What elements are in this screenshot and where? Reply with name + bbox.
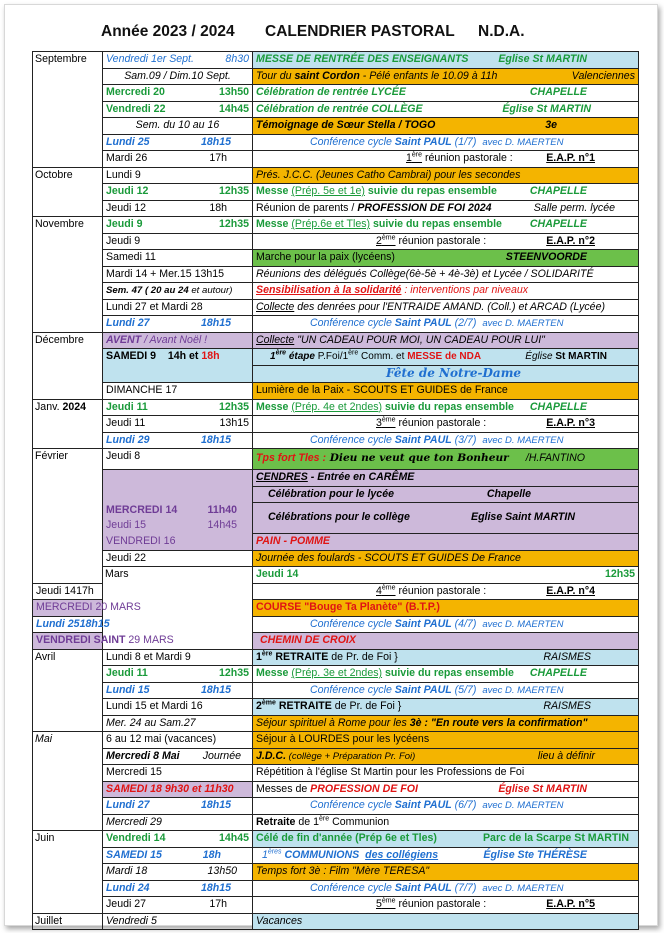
date-cell: Mardi 18 bbox=[106, 865, 148, 877]
place-cell: Salle perm. lycée bbox=[533, 201, 615, 214]
date-cell: VENDREDI 16 bbox=[106, 534, 176, 547]
date-cell: Vendredi 14 bbox=[106, 832, 166, 844]
date-cell: Mardi 14 + Mer.15 13h15 bbox=[106, 267, 225, 280]
date-cell: Sem. 47 ( 20 au 24 et autour) bbox=[106, 285, 233, 296]
table-row bbox=[33, 765, 639, 782]
table-row bbox=[33, 217, 639, 234]
table-row bbox=[33, 432, 639, 449]
time-cell: 13h50 bbox=[207, 865, 237, 877]
date-cell: SAMEDI 15 bbox=[106, 848, 162, 861]
month-april: Avril bbox=[33, 649, 103, 732]
date-cell: Vendredi 22 bbox=[106, 102, 166, 115]
place-cell: lieu à définir bbox=[537, 749, 595, 762]
event-cell: 1ère réunion pastorale : bbox=[406, 151, 513, 164]
time-cell: 13h15 bbox=[219, 417, 249, 429]
place-cell: Parc de la Scarpe St MARTIN bbox=[482, 832, 629, 844]
date-cell: SAMEDI 9 14h et 18h bbox=[106, 350, 220, 362]
calendar-table bbox=[32, 51, 639, 930]
eap-label: E.A.P. n°4 bbox=[546, 584, 595, 597]
date-cell: Sem. du 10 au 16 bbox=[135, 119, 220, 131]
table-row bbox=[33, 831, 639, 848]
time-cell: 12h35 bbox=[218, 667, 249, 679]
month-february: Février bbox=[33, 449, 103, 584]
date-cell: Jeudi 11 bbox=[106, 400, 148, 413]
time-cell: 18h15 bbox=[200, 881, 231, 894]
date-cell: Lundi 15 bbox=[106, 683, 150, 696]
date-cell: Lundi 25 bbox=[36, 617, 80, 630]
event-cell: 2ème RETRAITE de Pr. de Foi } bbox=[256, 699, 402, 712]
table-row bbox=[33, 748, 639, 765]
date-cell: Jeudi 9 bbox=[106, 218, 143, 230]
table-row bbox=[33, 399, 639, 416]
month-june: Juin bbox=[33, 831, 103, 914]
event-cell: 4ème réunion pastorale : bbox=[376, 583, 487, 597]
table-row bbox=[33, 798, 639, 815]
time-cell: 17h bbox=[209, 898, 227, 910]
time-cell: 14h45 bbox=[218, 832, 249, 844]
table-row bbox=[33, 283, 639, 300]
table-row bbox=[33, 864, 639, 881]
event-cell: Conférence cycle Saint PAUL (2/7) avec D. MAERTEN bbox=[310, 317, 564, 329]
table-row bbox=[33, 416, 639, 433]
place-cell: RAISMES bbox=[543, 650, 591, 663]
table-row bbox=[33, 847, 639, 864]
date-cell: Vendredi 5 bbox=[106, 914, 157, 927]
event-cell: Marche pour la paix (lycéens) bbox=[256, 251, 395, 263]
date-cell: Lundi 29 bbox=[106, 433, 150, 446]
event-cell: 3ème réunion pastorale : bbox=[376, 416, 487, 429]
table-row bbox=[33, 332, 639, 349]
event-cell: Témoignage de Sœur Stella / TOGO bbox=[256, 119, 436, 131]
calendar-sheet bbox=[4, 4, 658, 926]
place-cell: Eglise St MARTIN bbox=[498, 53, 587, 65]
month-may: Mai bbox=[33, 732, 103, 831]
date-cell: Mercredi 20 bbox=[106, 86, 165, 98]
date-cell: Jeudi 11 bbox=[106, 417, 146, 429]
month-october: Octobre bbox=[33, 167, 103, 217]
date-cell: 6 au 12 mai (vacances) bbox=[106, 733, 217, 745]
table-row bbox=[33, 715, 639, 732]
event-cell: J.D.C. (collège + Préparation Pr. Foi) bbox=[256, 749, 416, 762]
table-row bbox=[33, 814, 639, 831]
event-cell: Conférence cycle Saint PAUL (4/7) avec D. MAERTEN bbox=[310, 617, 564, 630]
place-cell: Chapelle bbox=[486, 487, 531, 500]
month-september: Septembre bbox=[33, 52, 103, 168]
time-cell: 14h45 bbox=[218, 102, 249, 115]
place-cell: Église St MARTIN bbox=[498, 782, 587, 795]
table-row bbox=[33, 880, 639, 897]
event-cell: Retraite de 1ère Communion bbox=[256, 814, 390, 828]
date-cell: Jeudi 27 bbox=[106, 898, 147, 910]
time-cell: 13h50 bbox=[218, 86, 249, 98]
table-row bbox=[33, 913, 639, 930]
time-cell: 17h bbox=[209, 152, 227, 164]
time-cell: 17h bbox=[76, 584, 94, 597]
place-cell: CHAPELLE bbox=[529, 185, 587, 197]
date-cell: Jeudi 12 bbox=[106, 185, 149, 197]
date-cell: Mardi 26 bbox=[106, 152, 148, 164]
event-cell: Journée des foulards - SCOUTS ET GUIDES De France bbox=[256, 551, 521, 564]
place-cell: Église Ste THÉRÈSE bbox=[483, 848, 587, 861]
event-cell: Conférence cycle Saint PAUL (3/7) avec D. MAERTEN bbox=[310, 433, 564, 446]
eap-label: E.A.P. n°1 bbox=[546, 152, 595, 164]
month-december: Décembre bbox=[33, 332, 103, 399]
date-cell: VENDREDI SAINT 29 MARS bbox=[36, 634, 174, 646]
event-cell: 5ème réunion pastorale : bbox=[376, 897, 487, 910]
place-cell: /H.FANTINO bbox=[525, 452, 585, 465]
table-row bbox=[33, 732, 639, 749]
event-cell: Séjour à LOURDES pour les lycéens bbox=[256, 733, 430, 745]
table-row bbox=[33, 250, 639, 267]
eap-label: E.A.P. n°5 bbox=[546, 898, 595, 910]
time-cell: 18h15 bbox=[200, 683, 231, 696]
time-cell: 18h15 bbox=[200, 433, 231, 446]
event-cell: Séjour spirituel à Rome pour les 3è : "En route vers la confirmation" bbox=[256, 716, 588, 729]
time-cell: 14h45 bbox=[207, 519, 237, 531]
table-row bbox=[33, 534, 639, 551]
month-november: Novembre bbox=[33, 217, 103, 333]
eap-label: E.A.P. n°2 bbox=[546, 234, 595, 247]
time-cell: 12h35 bbox=[604, 568, 635, 580]
table-row bbox=[33, 449, 639, 470]
place-cell: 3e bbox=[545, 119, 557, 131]
event-cell: Réunions des délégués Collège(6è-5è + 4è-3è) et Lycée / SOLIDARITÉ bbox=[256, 267, 594, 280]
table-row bbox=[33, 897, 639, 914]
time-cell: 12h35 bbox=[218, 185, 249, 197]
table-row bbox=[33, 349, 639, 366]
time-cell: 12h35 bbox=[218, 218, 249, 230]
date-cell: Sam.09 / Dim.10 Sept. bbox=[124, 69, 231, 82]
date-cell: Jeudi 12 bbox=[106, 201, 147, 214]
date-cell: Lundi 27 bbox=[106, 799, 150, 811]
table-row bbox=[33, 184, 639, 201]
date-cell: Mer. 24 au Sam.27 bbox=[106, 716, 196, 729]
table-row bbox=[33, 233, 639, 250]
event-cell: Prés. J.C.C. (Jeunes Catho Cambrai) pour les secondes bbox=[256, 168, 521, 181]
event-cell: Conférence cycle Saint PAUL (6/7) avec D. MAERTEN bbox=[310, 799, 564, 811]
table-row bbox=[33, 316, 639, 333]
event-cell: Fête de Notre-Dame bbox=[386, 365, 522, 380]
place-cell: Valenciennes bbox=[571, 69, 635, 82]
place-cell: CHAPELLE bbox=[529, 86, 587, 98]
date-cell: Jeudi 11 bbox=[106, 667, 148, 679]
event-cell: Messes de PROFESSION DE FOI bbox=[256, 782, 418, 795]
table-row bbox=[33, 682, 639, 699]
table-row bbox=[33, 616, 639, 633]
date-cell: Jeudi 14 bbox=[36, 584, 77, 597]
date-cell: DIMANCHE 17 bbox=[106, 384, 178, 396]
table-row bbox=[33, 503, 639, 534]
table-row bbox=[33, 52, 639, 69]
table-row bbox=[33, 470, 639, 487]
date-cell: Lundi 25 bbox=[106, 135, 150, 148]
table-row bbox=[33, 383, 639, 400]
event-cell: 1ère étape P.Foi/1ère Comm. et MESSE de NDA bbox=[270, 349, 482, 362]
event-cell: 1ère RETRAITE de Pr. de Foi } bbox=[256, 649, 398, 663]
calendar-title: CALENDRIER PASTORAL bbox=[265, 23, 455, 40]
date-cell: Jeudi 22 bbox=[106, 551, 147, 564]
date-cell: Vendredi 1er Sept. bbox=[106, 53, 194, 65]
event-cell: PAIN - POMME bbox=[256, 535, 330, 547]
place-cell: Église St MARTIN bbox=[502, 102, 591, 115]
date-cell: Mercredi 29 bbox=[106, 815, 162, 828]
place-cell: CHAPELLE bbox=[529, 667, 587, 679]
event-cell: Vacances bbox=[256, 914, 303, 927]
time-cell: 18h15 bbox=[200, 135, 231, 148]
event-cell: CENDRES - Entrée en CARÊME bbox=[256, 471, 415, 483]
place-cell: STEENVOORDE bbox=[505, 251, 587, 263]
table-row bbox=[33, 134, 639, 151]
date-cell: MERCREDI 20 MARS bbox=[36, 601, 141, 613]
event-cell: Messe (Prép.6e et Tles) suivie du repas ensemble bbox=[256, 218, 502, 230]
table-row bbox=[33, 266, 639, 283]
year-title: Année 2023 / 2024 bbox=[101, 23, 235, 40]
month-march: Mars bbox=[103, 567, 253, 650]
time-cell: Journée bbox=[202, 749, 241, 762]
event-cell: Célébration de rentrée COLLÈGE bbox=[256, 102, 423, 115]
table-row bbox=[33, 781, 639, 798]
table-row bbox=[33, 118, 639, 135]
table-row bbox=[33, 167, 639, 184]
event-cell: 2ème réunion pastorale : bbox=[376, 233, 487, 247]
date-cell: Jeudi 14 bbox=[256, 568, 299, 580]
date-cell: Lundi 15 et Mardi 16 bbox=[106, 700, 203, 712]
table-row bbox=[33, 567, 639, 584]
eap-label: E.A.P. n°3 bbox=[546, 417, 595, 429]
date-cell: Lundi 27 et Mardi 28 bbox=[106, 300, 203, 313]
event-cell: Collecte "UN CADEAU POUR MOI, UN CADEAU POUR LUI" bbox=[256, 333, 545, 346]
table-row bbox=[33, 699, 639, 716]
event-cell: Conférence cycle Saint PAUL (5/7) avec D. MAERTEN bbox=[310, 683, 564, 696]
place-cell: Église St MARTIN bbox=[525, 351, 607, 362]
date-cell: SAMEDI 18 9h30 et 11h30 bbox=[106, 782, 234, 795]
event-cell: Messe (Prép. 3e et 2ndes) suivie du repas ensemble bbox=[256, 667, 514, 679]
date-cell: Mercredi 15 bbox=[106, 766, 162, 778]
table-row bbox=[33, 200, 639, 217]
event-cell: Conférence cycle Saint PAUL (1/7) avec D. MAERTEN bbox=[310, 135, 564, 148]
date-cell: Lundi 9 bbox=[106, 168, 141, 181]
event-cell: Célé de fin d'année (Prép 6e et Tles) bbox=[256, 832, 437, 844]
date-cell: Lundi 27 bbox=[106, 317, 150, 329]
event-cell: Collecte des denrées pour l'ENTRAIDE AMAND. (Coll.) et ARCAD (Lycée) bbox=[256, 300, 605, 313]
time-cell: 18h bbox=[209, 201, 227, 214]
date-cell: Lundi 8 et Mardi 9 bbox=[106, 650, 191, 663]
table-row bbox=[33, 151, 639, 168]
event-cell: Célébration de rentrée LYCÉE bbox=[256, 86, 406, 98]
place-cell: Eglise Saint MARTIN bbox=[471, 511, 575, 524]
table-row bbox=[33, 666, 639, 683]
event-cell: Tour du saint Cordon - Pélé enfants le 10.09 à 11h bbox=[256, 69, 498, 82]
time-cell: 12h35 bbox=[218, 400, 249, 413]
event-cell: Temps fort 3è : Film "Mère TERESA" bbox=[256, 865, 430, 877]
time-cell: 18h bbox=[202, 848, 221, 861]
event-cell: CHEMIN DE CROIX bbox=[260, 634, 356, 646]
event-cell: Lumière de la Paix - SCOUTS ET GUIDES de France bbox=[256, 384, 508, 396]
date-cell: Mercredi 8 Mai bbox=[106, 749, 180, 762]
event-cell: Messe (Prép. 4e et 2ndes) suivie du repas ensemble bbox=[256, 400, 514, 413]
date-cell: Jeudi 9 bbox=[106, 234, 141, 247]
table-row bbox=[33, 68, 639, 85]
time-cell: 18h15 bbox=[200, 317, 231, 329]
table-row bbox=[33, 101, 639, 118]
table-row bbox=[33, 299, 639, 316]
event-cell: Célébrations pour le collège bbox=[268, 511, 410, 524]
table-row bbox=[33, 550, 639, 567]
time-cell: 18h15 bbox=[200, 799, 231, 811]
event-cell: COURSE "Bouge Ta Planète" (B.T.P.) bbox=[256, 601, 440, 613]
event-cell: 1ères COMMUNIONS des collégiens bbox=[262, 847, 439, 861]
time-cell: 8h30 bbox=[225, 53, 249, 65]
month-january: Janv. 2024 bbox=[33, 399, 103, 449]
event-cell: Célébration pour le lycée bbox=[268, 487, 394, 500]
table-row bbox=[33, 486, 639, 503]
event-cell: Répétition à l'église St Martin pour les Professions de Foi bbox=[256, 766, 525, 778]
date-cell: Lundi 24 bbox=[106, 881, 150, 894]
event-cell: Tps fort Tles : Dieu ne veut que ton Bonheur bbox=[256, 452, 509, 465]
time-cell: 18h15 bbox=[79, 617, 110, 630]
date-cell: Jeudi 15 bbox=[106, 519, 147, 531]
event-cell: Conférence cycle Saint PAUL (7/7) avec D. MAERTEN bbox=[310, 881, 564, 894]
date-cell: Jeudi 8 bbox=[106, 450, 141, 462]
month-july: Juillet bbox=[33, 913, 103, 930]
date-cell: MERCREDI 14 bbox=[106, 503, 178, 516]
place-cell: RAISMES bbox=[543, 700, 591, 712]
place-cell: CHAPELLE bbox=[529, 400, 587, 413]
school-title: N.D.A. bbox=[478, 23, 525, 40]
event-cell: MESSE DE RENTRÉE DES ENSEIGNANTS bbox=[256, 53, 469, 65]
time-cell: 11h40 bbox=[207, 503, 237, 516]
table-row bbox=[33, 85, 639, 102]
event-cell: Messe (Prép. 5e et 1e) suivie du repas ensemble bbox=[256, 185, 497, 197]
table-row bbox=[33, 649, 639, 666]
event-cell: Sensibilisation à la solidarité : interventions par niveaux bbox=[256, 284, 529, 296]
date-cell: Samedi 11 bbox=[106, 251, 156, 263]
place-cell: CHAPELLE bbox=[529, 218, 587, 230]
date-cell: AVENT / Avant Noël ! bbox=[106, 333, 208, 346]
event-cell: Réunion de parents / PROFESSION DE FOI 2024 bbox=[256, 201, 492, 214]
